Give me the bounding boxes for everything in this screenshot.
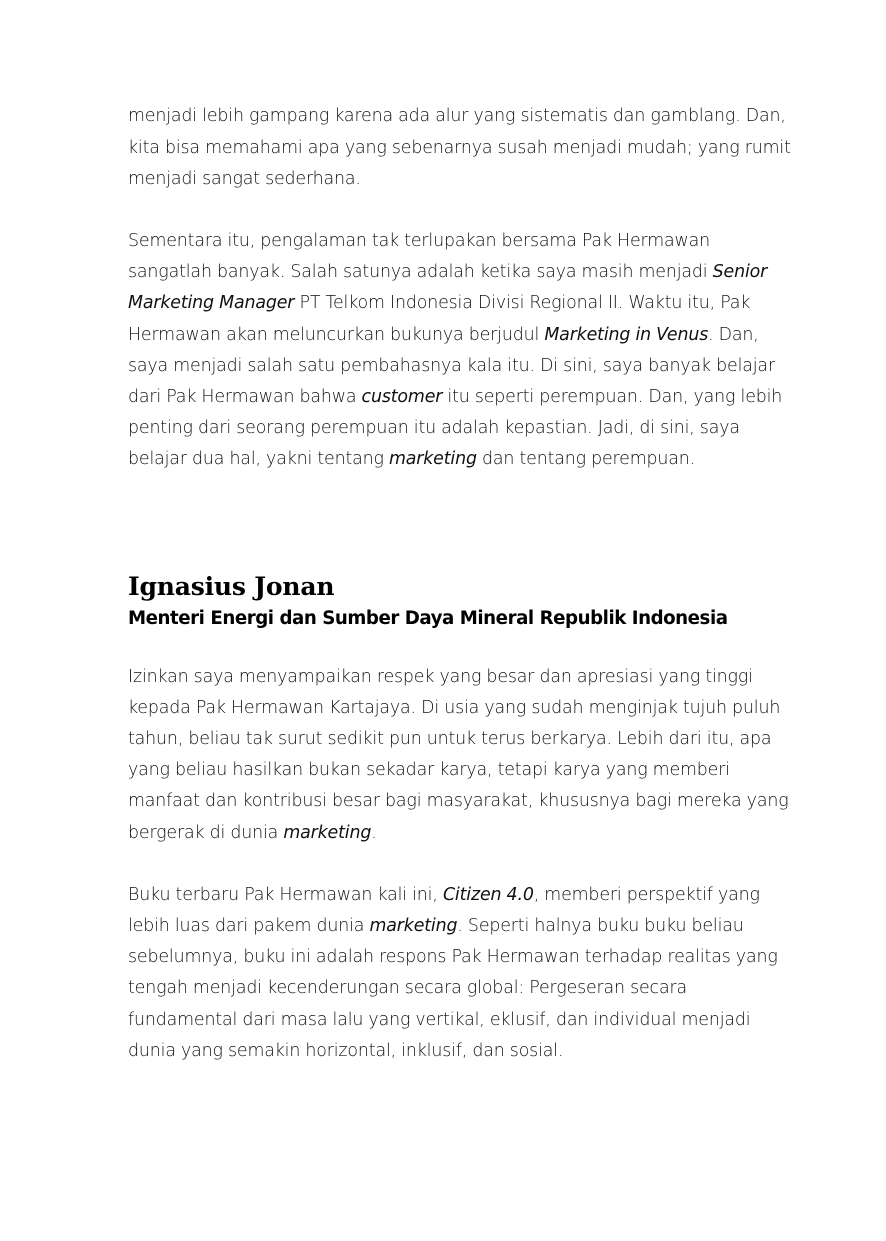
paragraph-book-citizen bbox=[128, 880, 796, 1067]
paragraph-appreciation bbox=[128, 662, 796, 849]
paragraph-hermawan-experience bbox=[128, 226, 796, 476]
italic-marketing-1: marketing bbox=[388, 449, 477, 470]
paragraph-2-run-3: . Dan, saya menjadi salah satu pembahasnya kala itu. Di sini, saya banyak belajar dari Pak Hermawan bahwa bbox=[128, 324, 775, 408]
italic-senior-marketing-manager: Senior Marketing Manager bbox=[128, 262, 768, 314]
contributor-title: Menteri Energi dan Sumber Daya Mineral Republik Indonesia bbox=[128, 607, 728, 629]
paragraph-4-run-3: . Seperti halnya buku buku beliau sebelumnya, buku ini adalah respons Pak Hermawan terhadap realitas yang tengah menjadi kecenderungan secara global: Pergeseran secara fundamental dari masa lalu yang vertikal, eklusif, dan individual menjadi dunia yang semakin horizontal, inklusif, dan sosial. bbox=[128, 916, 778, 1061]
paragraph-continuation bbox=[128, 101, 796, 195]
paragraph-2-run-4: itu seperti perempuan. Dan, yang lebih penting dari seorang perempuan itu adalah kepastian. Jadi, di sini, saya belajar dua hal, yakni tentang bbox=[128, 387, 783, 470]
paragraph-2-run-1: Sementara itu, pengalaman tak terlupakan bersama Pak Hermawan sangatlah banyak. Salah satunya adalah ketika saya masih menjadi bbox=[128, 231, 713, 283]
contributor-name: Ignasius Jonan bbox=[128, 571, 335, 601]
paragraph-4-run-2: , memberi perspektif yang lebih luas dari pakem dunia bbox=[128, 884, 760, 937]
italic-marketing-3: marketing bbox=[369, 916, 458, 937]
paragraph-3-run-1: Izinkan saya menyampaikan respek yang besar dan apresiasi yang tinggi kepada Pak Hermawan Kartajaya. Di usia yang sudah menginjak tujuh puluh tahun, beliau tak surut sedikit pun untuk terus berkarya. Lebih dari itu, apa yang beliau hasilkan bukan sekadar karya, tetapi karya yang memberi manfaat dan kontribusi besar bagi masyarakat, khususnya bagi mereka yang bergerak di dunia bbox=[128, 666, 789, 843]
italic-citizen-4-0: Citizen 4.0 bbox=[442, 884, 534, 905]
paragraph-2-run-2: PT Telkom Indonesia Divisi Regional II. Waktu itu, Pak Hermawan akan meluncurkan bukunya berjudul bbox=[128, 293, 751, 345]
italic-customer: customer bbox=[361, 387, 443, 408]
italic-marketing-2: marketing bbox=[283, 822, 372, 843]
paragraph-1-text: menjadi lebih gampang karena ada alur yang sistematis dan gamblang. Dan, kita bisa memahami apa yang sebenarnya susah menjadi mudah; yang rumit menjadi sangat sederhana. bbox=[128, 106, 791, 189]
italic-marketing-in-venus: Marketing in Venus bbox=[544, 324, 709, 345]
paragraph-2-run-5: dan tentang perempuan. bbox=[476, 449, 695, 470]
text-column bbox=[128, 84, 796, 1084]
paragraph-3-run-2: . bbox=[371, 822, 377, 843]
contributor-heading-block bbox=[128, 572, 796, 632]
paragraph-4-run-1: Buku terbaru Pak Hermawan kali ini, bbox=[128, 884, 443, 905]
